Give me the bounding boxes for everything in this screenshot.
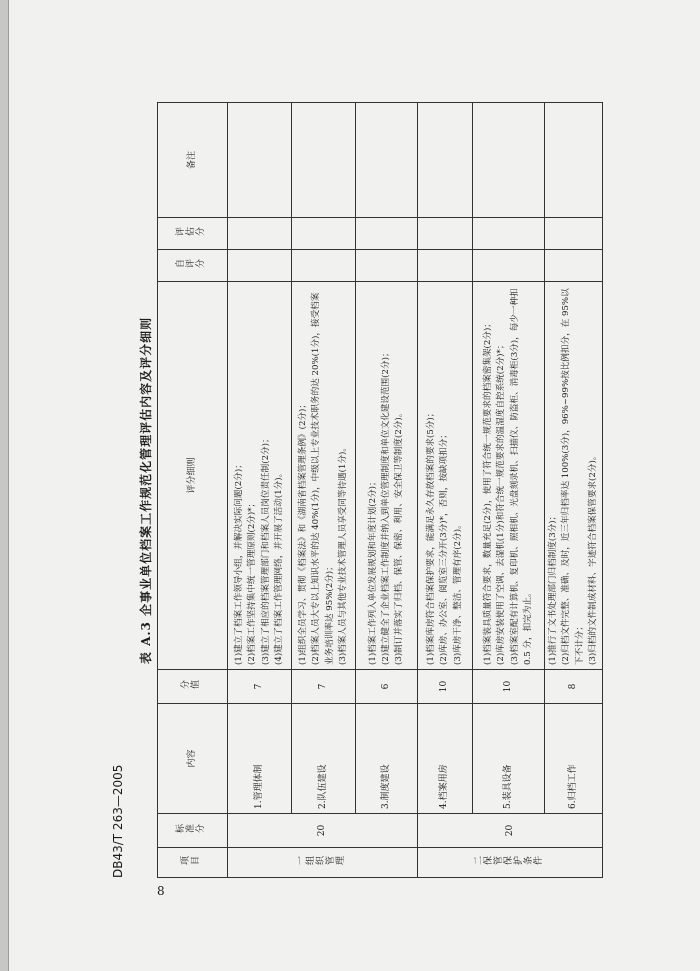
content-cell: 6.归档工作 bbox=[545, 704, 603, 814]
remarks-cell bbox=[292, 103, 356, 218]
score-cell: 10 bbox=[473, 670, 545, 704]
criteria-cell bbox=[292, 282, 356, 670]
score-cell: 8 bbox=[545, 670, 603, 704]
content-cell: 4.档案用房 bbox=[418, 704, 473, 814]
criteria-line: (3)库房干净、整洁、管理有序(2分)。 bbox=[452, 520, 463, 665]
criteria-cell bbox=[473, 282, 545, 670]
content-cell: 2.队伍建设 bbox=[292, 704, 356, 814]
eval-score-cell bbox=[545, 218, 603, 250]
remarks-cell bbox=[473, 103, 545, 218]
header-std-score: 标准分 bbox=[158, 814, 228, 848]
table-row bbox=[473, 103, 545, 878]
criteria-line: (3)建立了相应的档案管理部门和档案人员岗位责任制(2分)； bbox=[260, 434, 271, 665]
table-row bbox=[228, 103, 292, 878]
criteria-line: (1)推行了文书处理部门归档制度(3分)； bbox=[548, 511, 558, 665]
criteria-line: (1)档案装具质量符合要求，数量充足(2分)，使用了符合统一规范要求的档案密集架(2分)； bbox=[482, 319, 493, 665]
page-number: 8 bbox=[157, 884, 165, 898]
header-remarks: 备注 bbox=[158, 103, 228, 218]
header-criteria: 评分细则 bbox=[158, 282, 228, 670]
group-std-score: 20 bbox=[418, 814, 603, 848]
header-self-score: 自评分 bbox=[158, 250, 228, 282]
self-score-cell bbox=[473, 250, 545, 282]
criteria-cell bbox=[228, 282, 292, 670]
remarks-cell bbox=[228, 103, 292, 218]
self-score-cell bbox=[228, 250, 292, 282]
content-cell: 3.制度建设 bbox=[356, 704, 418, 814]
criteria-cell bbox=[418, 282, 473, 670]
eval-score-cell bbox=[418, 218, 473, 250]
criteria-line: (1)档案库房符合档案保护要求，能满足永久存放档案的要求(5分)； bbox=[426, 408, 437, 665]
group-name: 二保管保护条件 bbox=[418, 848, 603, 878]
remarks-cell bbox=[545, 103, 603, 218]
criteria-cell bbox=[356, 282, 418, 670]
remarks-cell bbox=[356, 103, 418, 218]
eval-score-cell bbox=[292, 218, 356, 250]
rotated-table-region bbox=[111, 103, 600, 878]
evaluation-table bbox=[157, 102, 603, 878]
table-row bbox=[418, 103, 473, 878]
content-cell: 5.装具设备 bbox=[473, 704, 545, 814]
header-row bbox=[158, 103, 228, 878]
criteria-line: (2)档案工作坚持集中统一管理原则(2分)*； bbox=[247, 498, 258, 665]
score-cell: 6 bbox=[356, 670, 418, 704]
criteria-line: (1)组织全员学习、贯彻《档案法》和《湖南省档案管理条例》(2分)； bbox=[297, 400, 308, 665]
self-score-cell bbox=[418, 250, 473, 282]
table-row bbox=[545, 103, 603, 878]
table-row bbox=[356, 103, 418, 878]
score-cell: 7 bbox=[228, 670, 292, 704]
group-std-score: 20 bbox=[228, 814, 418, 848]
score-cell: 10 bbox=[418, 670, 473, 704]
header-content: 内容 bbox=[158, 704, 228, 814]
criteria-line: (3)制订并落实了归档、保管、保密、利用、安全保卫等制度(2分)。 bbox=[394, 408, 405, 665]
criteria-line: (3)档案人员与其他专业技术管理人员享受同等待遇(1分)。 bbox=[337, 442, 348, 665]
criteria-line: (3)档案室配有计算机、复印机、照相机、光盘刻录机、扫描仪、防盗柜、消毒柜(3分)，每少一种扣 0.5 分，扣完为止。 bbox=[509, 288, 533, 665]
criteria-line: (1)建立了档案工作领导小组，并解决实际问题(2分)； bbox=[233, 460, 244, 665]
standard-number: DB43/T 263—2005 bbox=[111, 764, 125, 878]
remarks-cell bbox=[418, 103, 473, 218]
header-score: 分值 bbox=[158, 670, 228, 704]
group-name: 一组织管理 bbox=[228, 848, 418, 878]
criteria-line: (4)建立了档案工作管理网络，并开展了活动(1分)。 bbox=[273, 468, 284, 665]
score-cell: 7 bbox=[292, 670, 356, 704]
criteria-line: (2)归档文件完整、准确、及时，近三年归档率达 100%(3分)，96%~99%按比例扣分，在 95%以下不计分； bbox=[561, 288, 585, 665]
criteria-cell bbox=[545, 282, 603, 670]
criteria-line: (2)库房、办公室、阅览室三分开(3分)*，否则，按缺项扣分； bbox=[439, 430, 450, 665]
header-eval-score: 评估分 bbox=[158, 218, 228, 250]
criteria-line: (2)档案人员大专以上知识水平的达 40%(1分)，中级以上专业技术职务的达 20%(1分)，接受档案业务培训率达 95%(2分)； bbox=[311, 292, 335, 665]
criteria-line: (2)库房安装使用了空调、去湿机(1分)和符合统一规范要求的温湿度自控系统(2分)*； bbox=[496, 340, 507, 665]
table-row bbox=[292, 103, 356, 878]
eval-score-cell bbox=[228, 218, 292, 250]
document-page bbox=[8, 0, 700, 971]
eval-score-cell bbox=[356, 218, 418, 250]
self-score-cell bbox=[545, 250, 603, 282]
self-score-cell bbox=[356, 250, 418, 282]
criteria-line: (3)归档的文件制成材料、字迹符合档案保管要求(2分)。 bbox=[587, 451, 598, 665]
content-cell: 1.管理体制 bbox=[228, 704, 292, 814]
eval-score-cell bbox=[473, 218, 545, 250]
self-score-cell bbox=[292, 250, 356, 282]
header-item: 项目 bbox=[158, 848, 228, 878]
criteria-line: (1)档案工作列入单位发展规划和年度计划(2分)； bbox=[367, 477, 378, 665]
table-title: 表 A.3 企事业单位档案工作规范化管理评估内容及评分细则 bbox=[139, 316, 153, 665]
criteria-line: (2)建立健全了企业档案工作制度并纳入到单位管理制度和单位文化建设范围(2分)； bbox=[380, 348, 391, 665]
